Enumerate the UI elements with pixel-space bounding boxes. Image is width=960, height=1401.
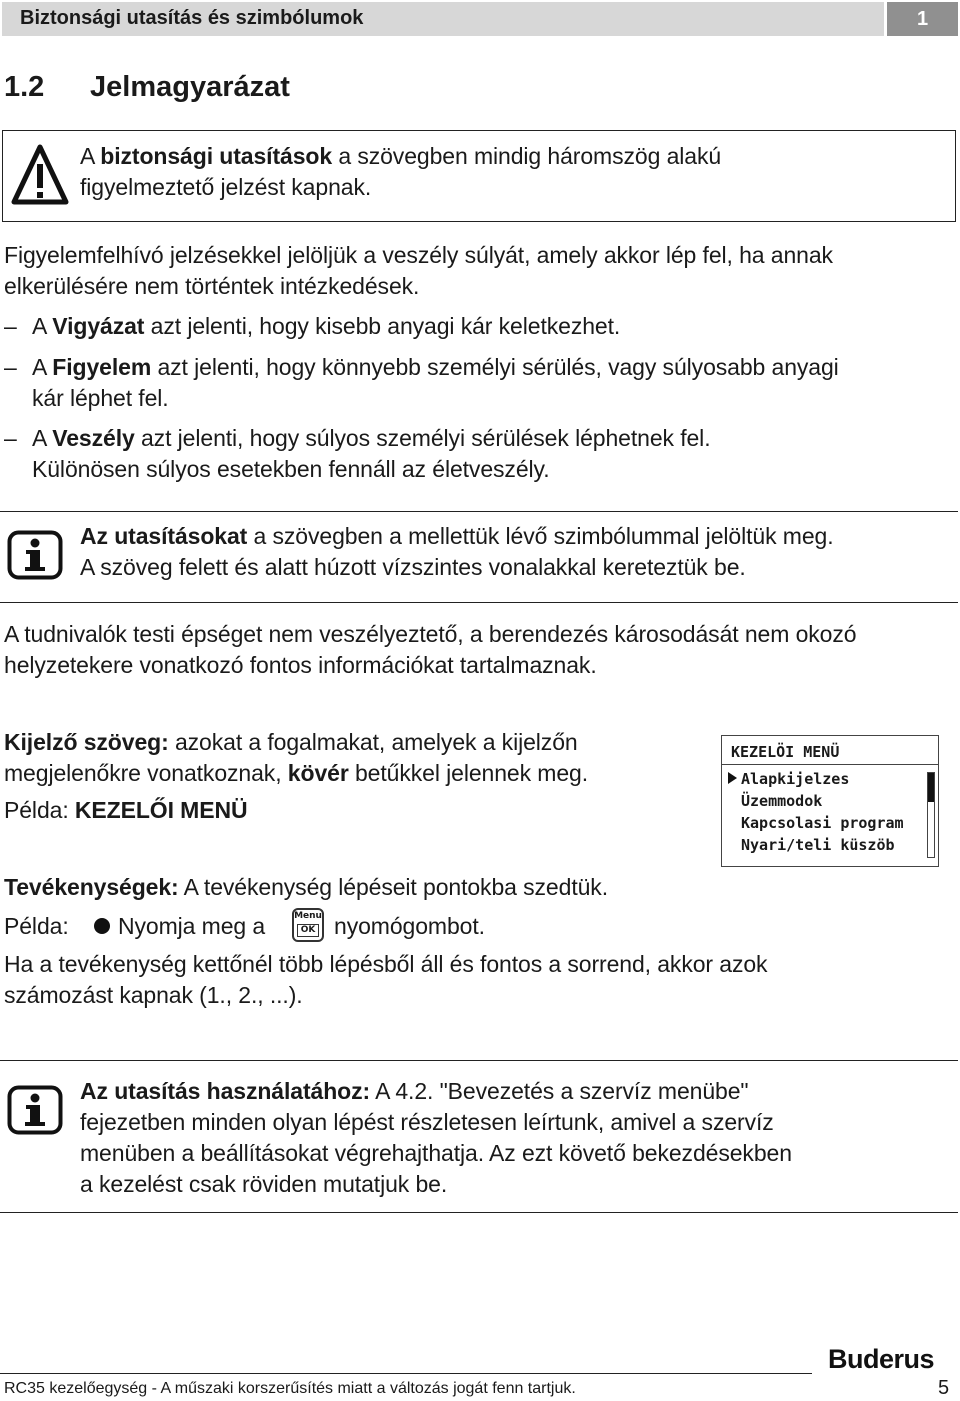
info2-line2: fejezetben minden olyan lépést részletesen leírtunk, amivel a szervíz: [80, 1109, 774, 1135]
divider: [0, 511, 958, 512]
actions-example-text1: Nyomja meg a: [118, 913, 266, 939]
buderus-logo: Buderus: [828, 1344, 935, 1374]
info-icon: [7, 530, 63, 580]
menu-screen-title: KEZELÖI MENÜ: [731, 743, 840, 761]
page-header-title: Biztonsági utasítás és szimbólumok: [20, 7, 364, 29]
level-dash: –: [4, 425, 17, 451]
warning-box-line2: figyelmeztető jelzést kapnak.: [80, 174, 372, 200]
actions-example-label: Példa:: [4, 913, 69, 939]
intro-line2: elkerülésére nem történtek intézkedések.: [4, 273, 420, 299]
actions-line4: számozást kapnak (1., 2., ...).: [4, 982, 303, 1008]
display-line1: Kijelző szöveg: azokat a fogalmakat, amelyek a kijelzőn: [4, 729, 578, 755]
menu-scrollbar-thumb: [928, 773, 934, 802]
menu-item-alapkijelzes: Alapkijelzes: [741, 770, 850, 788]
menu-screen: [721, 735, 939, 867]
section-number: 1.2: [4, 71, 45, 103]
actions-line3: Ha a tevékenység kettőnél több lépésből áll és fontos a sorrend, akkor azok: [4, 951, 768, 977]
menu-item-kapcsolasi-program: Kapcsolasi program: [741, 814, 904, 832]
actions-example-text2: nyomógombot.: [334, 913, 485, 939]
footer-rule: [0, 1373, 812, 1374]
divider: [0, 1212, 958, 1213]
menu-ok-button-icon: [292, 908, 324, 942]
menu-ok-button-top-label: Menu: [294, 911, 322, 921]
intro-line1: Figyelemfelhívó jelzésekkel jelöljük a veszély súlyát, amely akkor lép fel, ha annak: [4, 242, 833, 268]
actions-line1: Tevékenységek: A tevékenység lépéseit pontokba szedtük.: [4, 874, 608, 900]
menu-item-uzemmodok: Üzemmodok: [741, 792, 823, 810]
warning-box-line1: A biztonsági utasítások a szövegben mindig háromszög alakú: [80, 143, 722, 169]
notes-line2: helyzetekere vonatkozó fontos információkat tartalmaznak.: [4, 652, 597, 678]
page-number: 5: [938, 1377, 950, 1399]
info1-line1: Az utasításokat a szövegben a mellettük lévő szimbólummal jelöltük meg.: [80, 523, 834, 549]
level-dash: –: [4, 354, 17, 380]
menu-screen-separator: [722, 764, 938, 765]
level-dash: –: [4, 313, 17, 339]
info-icon: [7, 1085, 63, 1135]
info2-line3: menüben a beállításokat végrehajthatja. Az ezt követő bekezdésekben: [80, 1140, 792, 1166]
level-figyelem: A Figyelem azt jelenti, hogy könnyebb személyi sérülés, vagy súlyosabb anyagi: [32, 354, 839, 380]
info1-line2: A szöveg felett és alatt húzott vízszintes vonalakkal kereteztük be.: [80, 554, 746, 580]
menu-scrollbar: [927, 772, 935, 858]
chapter-number: 1: [887, 2, 958, 36]
divider: [0, 602, 958, 603]
notes-line1: A tudnivalók testi épséget nem veszélyeztető, a berendezés károsodását nem okozó: [4, 621, 857, 647]
bullet-dot-icon: [93, 917, 111, 935]
display-example: Példa: KEZELŐI MENÜ: [4, 797, 248, 823]
section-title: Jelmagyarázat: [90, 71, 290, 103]
footer-text: RC35 kezelőegység - A műszaki korszerűsítés miatt a változás jogát fenn tartjuk.: [4, 1380, 576, 1397]
selection-arrow-icon: [728, 772, 737, 784]
menu-ok-button-bottom-label: OK: [297, 924, 319, 937]
level-figyelem-line2: kár léphet fel.: [32, 385, 169, 411]
level-veszely-line2: Különösen súlyos esetekben fennáll az életveszély.: [32, 456, 550, 482]
level-veszely: A Veszély azt jelenti, hogy súlyos személyi sérülések léphetnek fel.: [32, 425, 711, 451]
warning-triangle-icon: [10, 142, 70, 208]
display-line2: megjelenőkre vonatkoznak, kövér betűkkel jelennek meg.: [4, 760, 589, 786]
info2-line1: Az utasítás használatához: A 4.2. "Bevezetés a szervíz menübe": [80, 1078, 749, 1104]
divider: [0, 1060, 958, 1061]
menu-item-nyari-teli-kuszob: Nyari/teli küszöb: [741, 836, 895, 854]
info2-line4: a kezelést csak röviden mutatjuk be.: [80, 1171, 448, 1197]
level-vigyazat: A Vigyázat azt jelenti, hogy kisebb anyagi kár keletkezhet.: [32, 313, 621, 339]
